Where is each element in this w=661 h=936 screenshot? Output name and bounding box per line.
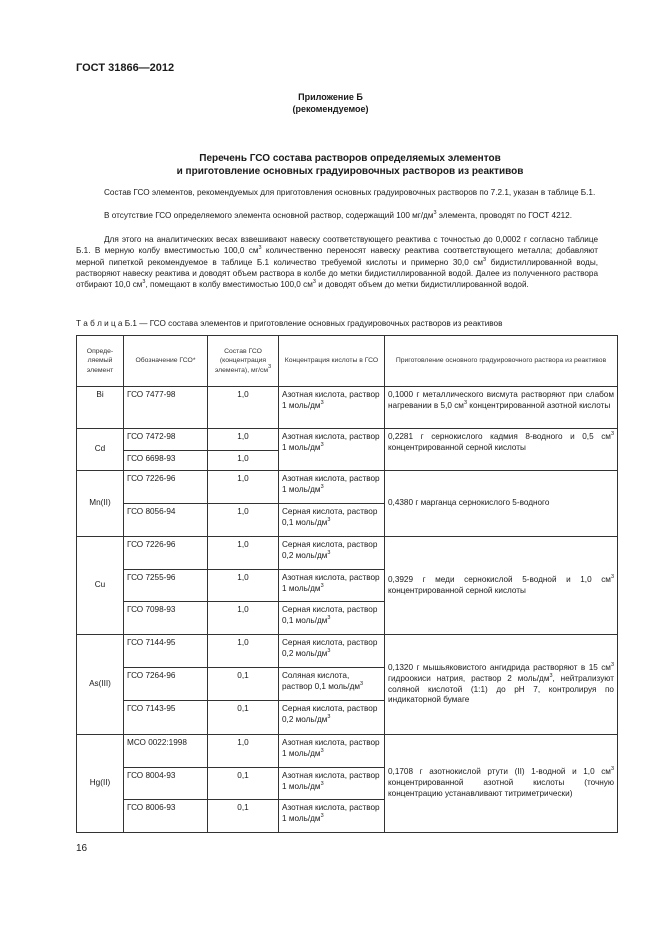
- composition-cell: 1,0: [208, 635, 279, 668]
- element-cell: Hg(II): [77, 735, 124, 833]
- paragraph-2: В отсутствие ГСО определяемого элемента основной раствор, содержащий 100 $мг/дм^3$ элемента, проводят по ГОСТ 4212.: [104, 210, 572, 220]
- gso-cell: ГСО 8056-94: [124, 504, 208, 537]
- acid-cell: Азотная кислота, раствор 1 моль/$дм^3$: [279, 429, 385, 471]
- section-title-line-2: и приготовление основных градуировочных растворов из реактивов: [176, 165, 524, 177]
- section-title-line-1: Перечень ГСО состава растворов определяемых элементов: [199, 153, 501, 164]
- header-prep: Приготовление основного градуировочного раствора из реактивов: [385, 336, 618, 387]
- composition-cell: 1,0: [208, 504, 279, 537]
- header-composition: Состав ГСО (концентрация элемента), $мг/см^3$: [208, 336, 279, 387]
- gso-cell: ГСО 7098-93: [124, 602, 208, 635]
- element-cell: As(III): [77, 635, 124, 735]
- acid-cell: Азотная кислота, раствор 1 моль/$дм^3$: [279, 387, 385, 429]
- gso-cell: ГСО 7226-96: [124, 471, 208, 504]
- acid-cell: Серная кислота, раствор 0,2 моль/$дм^3$: [279, 635, 385, 668]
- acid-cell: Азотная кислота, раствор 1 моль/$дм^3$: [279, 471, 385, 504]
- annex-title: Приложение Б: [298, 92, 363, 102]
- header-acid: Концентрация кислоты в ГСО: [279, 336, 385, 387]
- element-cell: Bi: [77, 387, 124, 429]
- composition-cell: 1,0: [208, 570, 279, 602]
- acid-cell: Азотная кислота, раствор 1 моль/$дм^3$: [279, 800, 385, 833]
- prep-cell: 0,3929 г меди сернокислой 5-водной и 1,0 $см^3$ концентрированной серной кислоты: [385, 537, 618, 635]
- composition-cell: 0,1: [208, 768, 279, 800]
- prep-cell: 0,4380 г марганца сернокислого 5-водного: [385, 471, 618, 537]
- paragraph-3: Для этого на аналитических весах взвешивают навеску соответствующего реактива с точностью до 0,0002 г согласно таблице Б.1. В мерную колбу вместимостью 100,0 $см^3$ количественно переносят навеску реактива соответствующего металла; добавляют мерной пипеткой рекомендуемое в таблице Б.1 количество требуемой кислоты и примерно 30,0 $см^3$ бидистиллированной воды, растворяют навеску реактива и доводят объем раствора в колбе до метки бидистиллированной водой. Далее из полученного раствора отбирают 10,0 $см^3$, помещают в колбу вместимостью 100,0 $см^3$ и доводят объем до метки бидистиллированной водой.: [76, 235, 598, 290]
- composition-cell: 0,1: [208, 800, 279, 833]
- acid-cell: Азотная кислота, раствор 1 моль/$дм^3$: [279, 768, 385, 800]
- acid-cell: Серная кислота, раствор 0,2 моль/$дм^3$: [279, 537, 385, 570]
- acid-cell: Азотная кислота, раствор 1 моль/$дм^3$: [279, 570, 385, 602]
- paragraph-1: Состав ГСО элементов, рекомендуемых для приготовления основных градуировочных растворов по 7.2.1, указан в таблице Б.1.: [104, 188, 596, 197]
- table-row: [77, 635, 618, 668]
- gso-cell: ГСО 8006-93: [124, 800, 208, 833]
- composition-cell: 1,0: [208, 735, 279, 768]
- prep-cell: 0,2281 г сернокислого кадмия 8-водного и 0,5 $см^3$ концентрированной серной кислоты: [385, 429, 618, 471]
- table-row: [77, 471, 618, 504]
- gso-cell: ГСО 7226-96: [124, 537, 208, 570]
- header-element: Опреде-ляемый элемент: [77, 336, 124, 387]
- table-row: [77, 429, 618, 451]
- element-cell: Cu: [77, 537, 124, 635]
- acid-cell: Серная кислота, раствор 0,1 моль/$дм^3$: [279, 504, 385, 537]
- prep-cell: 0,1320 г мышьяковистого ангидрида растворяют в 15 $см^3$ гидроокиси натрия, раствор 2 моль/$дм^3$, нейтрализуют соляной кислотой (1:1) до pH 7, контролируя по индикаторной бумаге: [385, 635, 618, 735]
- composition-cell: 1,0: [208, 471, 279, 504]
- gso-table: [76, 335, 618, 833]
- gso-cell: ГСО 8004-93: [124, 768, 208, 800]
- annex-subtitle: (рекомендуемое): [292, 104, 369, 114]
- gso-cell: ГСО 7144-95: [124, 635, 208, 668]
- acid-cell: Азотная кислота, раствор 1 моль/$дм^3$: [279, 735, 385, 768]
- section-title: [60, 153, 640, 178]
- acid-cell: Серная кислота, раствор 0,2 моль/$дм^3$: [279, 701, 385, 735]
- acid-cell: Серная кислота, раствор 0,1 моль/$дм^3$: [279, 602, 385, 635]
- table-header-row: [77, 336, 618, 387]
- header-gso: Обозначение ГСО*: [124, 336, 208, 387]
- table-row: [77, 735, 618, 768]
- element-cell: Mn(II): [77, 471, 124, 537]
- gso-cell: ГСО 7472-98: [124, 429, 208, 451]
- table-caption: Т а б л и ц а Б.1 — ГСО состава элементов и приготовление основных градуировочных растворов из реактивов: [76, 319, 503, 328]
- document-header: ГОСТ 31866—2012: [76, 62, 175, 74]
- composition-cell: 1,0: [208, 451, 279, 471]
- composition-cell: 0,1: [208, 701, 279, 735]
- page-number: 16: [76, 843, 88, 854]
- prep-cell: 0,1000 г металлического висмута растворяют при слабом нагревании в 5,0 $см^3$ концентрированной азотной кислоты: [385, 387, 618, 429]
- gso-cell: ГСО 6698-93: [124, 451, 208, 471]
- gso-cell: ГСО 7255-96: [124, 570, 208, 602]
- gso-cell: ГСО 7264-96: [124, 668, 208, 701]
- table-row: [77, 537, 618, 570]
- gso-cell: ГСО 7143-95: [124, 701, 208, 735]
- annex-heading: [0, 91, 661, 115]
- composition-cell: 0,1: [208, 668, 279, 701]
- composition-cell: 1,0: [208, 429, 279, 451]
- element-cell: Cd: [77, 429, 124, 471]
- gso-cell: МСО 0022:1998: [124, 735, 208, 768]
- acid-cell: Соляная кислота, раствор 0,1 моль/$дм^3$: [279, 668, 385, 701]
- prep-cell: 0,1708 г азотнокислой ртути (II) 1-водной и 1,0 $см^3$ концентрированной азотной кислоты (точную концентрацию устанавливают титриметрически): [385, 735, 618, 833]
- table-row: [77, 387, 618, 429]
- gso-cell: ГСО 7477-98: [124, 387, 208, 429]
- composition-cell: 1,0: [208, 387, 279, 429]
- composition-cell: 1,0: [208, 602, 279, 635]
- composition-cell: 1,0: [208, 537, 279, 570]
